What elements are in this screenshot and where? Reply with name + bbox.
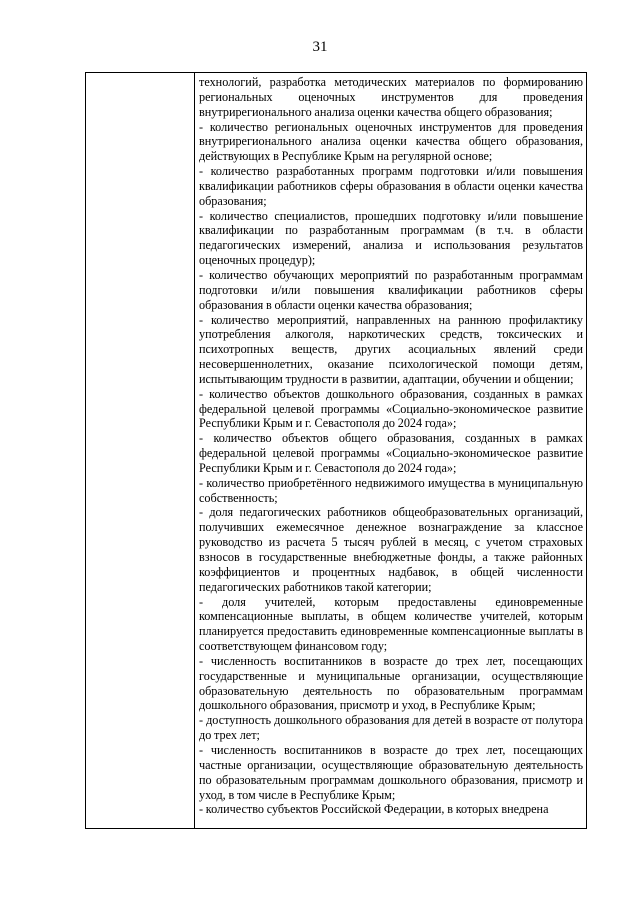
- list-item: - численность воспитанников в возрасте до трех лет, посещающих частные организации, осуществляющие образовательную деятельность по образовательным программам дошкольного образования, присмотр и уход, в том числе в Республике Крым;: [199, 742, 583, 802]
- table-cell-left: [86, 73, 195, 829]
- list-item: - численность воспитанников в возрасте до трех лет, посещающих государственные и муниципальные организации, осуществляющие образовательную деятельность по образовательным программам дошкольного образования, присмотр и уход, в Республике Крым;: [199, 653, 583, 713]
- list-item: технологий, разработка методических материалов по формированию региональных оценочных инструментов для проведения внутрирегионального анализа оценки качества общего образования;: [199, 75, 583, 119]
- document-table: [85, 72, 587, 829]
- page-number: 31: [312, 39, 328, 55]
- list-item: - количество объектов дошкольного образования, созданных в рамках федеральной целевой программы «Социально-экономическое развитие Республики Крым и г. Севастополя до 2024 года»;: [199, 386, 583, 431]
- list-item: - доля учителей, которым предоставлены единовременные компенсационные выплаты, в общем количестве учителей, которым планируется предоставить единовременные компенсационные выплаты в соответствующем финансовом году;: [199, 594, 583, 654]
- list-item: - количество субъектов Российской Федерации, в которых внедрена: [199, 802, 549, 817]
- list-item: - количество специалистов, прошедших подготовку и/или повышение квалификации по разработанным программам (в т.ч. в области педагогических измерений, анализа и использования результатов оценочных процедур);: [199, 208, 583, 268]
- list-item: - доступность дошкольного образования для детей в возрасте от полутора до трех лет;: [199, 713, 583, 743]
- list-item: - количество обучающих мероприятий по разработанным программам подготовки и/или повышения квалификации работников сферы образования в области оценки качества образования;: [199, 267, 583, 312]
- list-item: - количество разработанных программ подготовки и/или повышения квалификации работников сферы образования в области оценки качества образования;: [199, 164, 583, 208]
- list-item: - количество объектов общего образования, созданных в рамках федеральной целевой программы «Социально-экономическое развитие Республики Крым и г. Севастополя до 2024 года»;: [199, 431, 583, 475]
- list-item: - количество приобретённого недвижимого имущества в муниципальную собственность;: [199, 475, 583, 505]
- indicator-list: [195, 73, 586, 817]
- table-cell-right: [195, 73, 587, 829]
- list-item: - количество мероприятий, направленных на раннюю профилактику употребления алкоголя, наркотических средств, токсических и психотропных веществ, других асоциальных явлений среди несовершеннолетних, оказание психологической помощи детям, испытывающим трудности в развитии, адаптации, обучении и общении;: [199, 312, 583, 386]
- table-row: [86, 73, 587, 829]
- list-item: - количество региональных оценочных инструментов для проведения внутрирегионального анализа оценки качества общего образования, действующих в Республике Крым на регулярной основе;: [199, 119, 583, 164]
- list-item: - доля педагогических работников общеобразовательных организаций, получивших ежемесячное денежное вознаграждение за классное руководство из расчета 5 тысяч рублей в месяц, с учетом страховых взносов в государственные внебюджетные фонды, а также районных коэффициентов и процентных надбавок, в общей численности педагогических работников такой категории;: [199, 505, 583, 594]
